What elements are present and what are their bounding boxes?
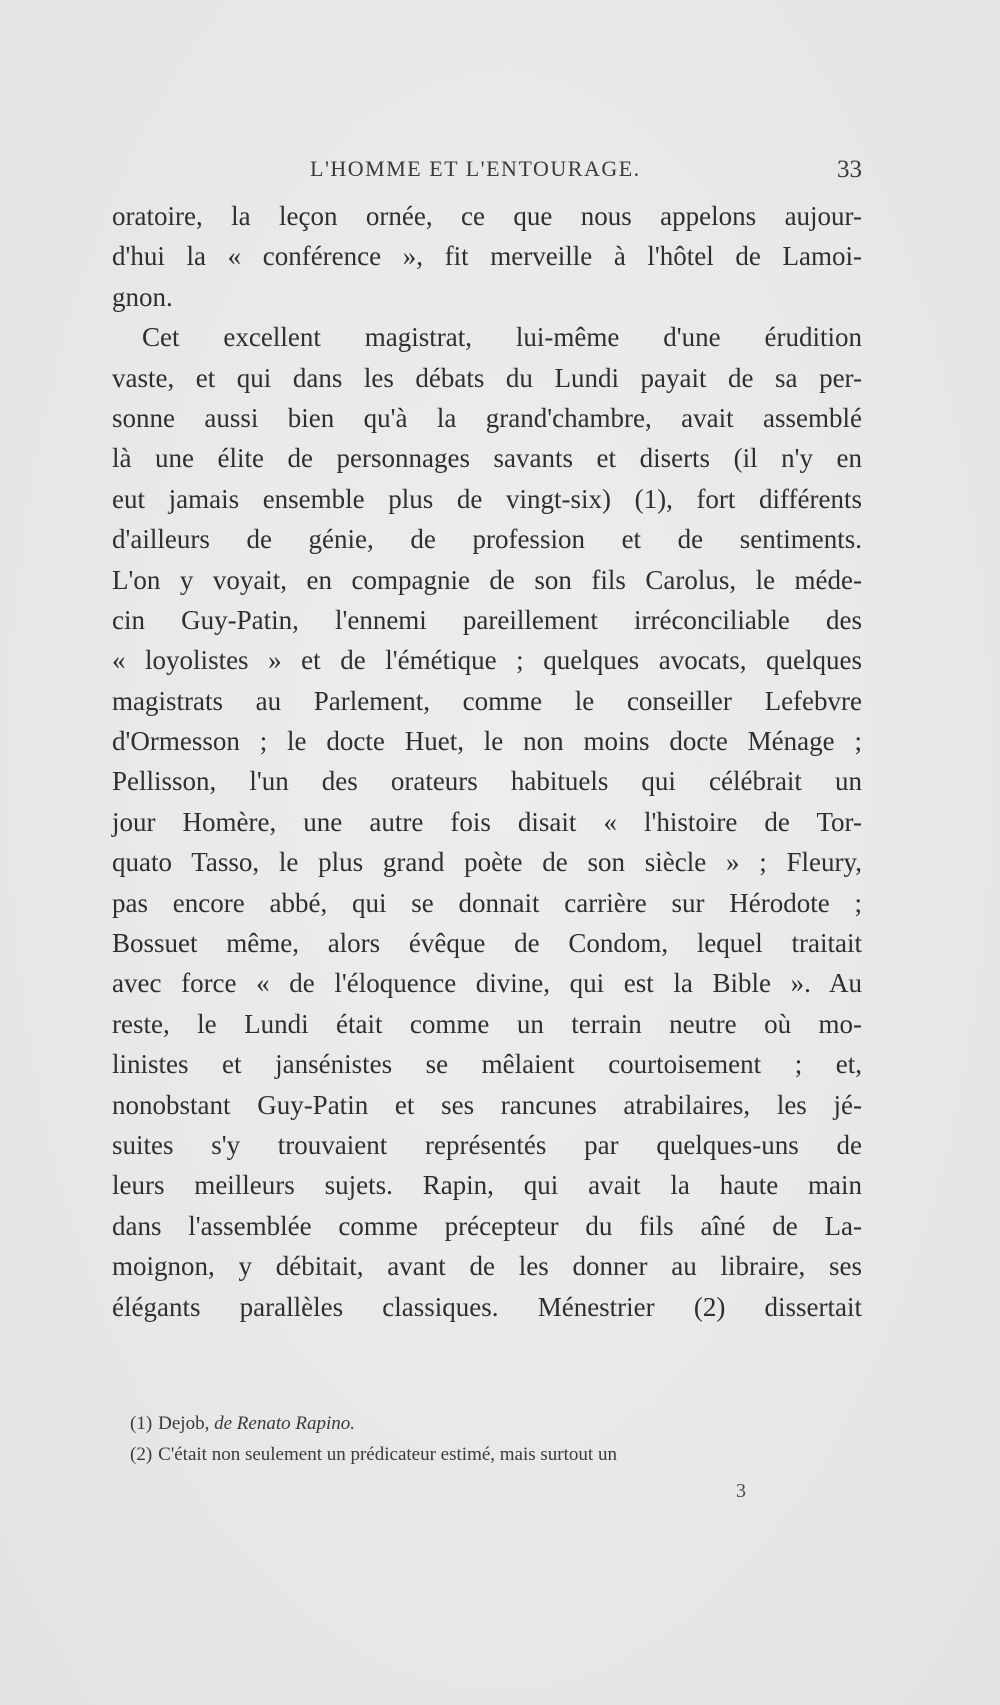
body-line: eut jamais ensemble plus de vingt-six) (1), fort différents [112, 483, 862, 514]
body-line: Cet excellent magistrat, lui-même d'une érudition [142, 322, 862, 353]
body-line: gnon. [112, 281, 173, 312]
footnote-text: Dejob, [158, 1413, 210, 1434]
body-line: d'hui la « conférence », fit merveille à l'hôtel de Lamoi- [112, 241, 862, 272]
footnote-number: (2) [130, 1444, 153, 1465]
page-number: 33 [837, 156, 862, 183]
signature-mark: 3 [736, 1480, 746, 1502]
body-line: Pellisson, l'un des orateurs habituels qui célébrait un [112, 766, 862, 797]
footnote-italic-title: de Renato Rapino. [214, 1413, 355, 1434]
body-line: vaste, et qui dans les débats du Lundi payait de sa per- [112, 362, 862, 393]
footnote-1 [130, 1408, 862, 1439]
body-line: pas encore abbé, qui se donnait carrière sur Hérodote ; [112, 887, 862, 918]
body-line: d'ailleurs de génie, de profession et de sentiments. [112, 524, 862, 555]
body-line: d'Ormesson ; le docte Huet, le non moins docte Ménage ; [112, 726, 862, 757]
body-line: avec force « de l'éloquence divine, qui est la Bible ». Au [112, 968, 862, 999]
body-line: L'on y voyait, en compagnie de son fils Carolus, le méde- [112, 564, 862, 595]
body-line: magistrats au Parlement, comme le conseiller Lefebvre [112, 685, 862, 716]
running-head [112, 156, 862, 186]
body-text [112, 196, 862, 1327]
body-line: élégants parallèles classiques. Ménestrier (2) dissertait [112, 1291, 862, 1322]
body-line: suites s'y trouvaient représentés par quelques-uns de [112, 1129, 862, 1160]
body-line: sonne aussi bien qu'à la grand'chambre, avait assemblé [112, 402, 862, 433]
footnote-number: (1) [130, 1413, 153, 1434]
footnotes [130, 1408, 862, 1470]
body-line: « loyolistes » et de l'émétique ; quelques avocats, quelques [112, 645, 862, 676]
body-line: jour Homère, une autre fois disait « l'histoire de Tor- [112, 806, 862, 837]
body-line: nonobstant Guy-Patin et ses rancunes atrabilaires, les jé- [112, 1089, 862, 1120]
body-line: Bossuet même, alors évêque de Condom, lequel traitait [112, 928, 862, 959]
body-line: quato Tasso, le plus grand poète de son siècle » ; Fleury, [112, 847, 862, 878]
body-line: linistes et jansénistes se mêlaient courtoisement ; et, [112, 1049, 862, 1080]
body-line: oratoire, la leçon ornée, ce que nous appelons aujour- [112, 201, 862, 231]
body-line: là une élite de personnages savants et diserts (il n'y en [112, 443, 862, 474]
body-line: moignon, y débitait, avant de les donner au libraire, ses [112, 1251, 862, 1282]
running-title: L'HOMME ET L'ENTOURAGE. [310, 156, 641, 181]
footnote-2 [130, 1439, 862, 1470]
body-line: cin Guy-Patin, l'ennemi pareillement irréconciliable des [112, 604, 862, 635]
footnote-text: C'était non seulement un prédicateur estimé, mais surtout un [158, 1444, 617, 1465]
body-line: reste, le Lundi était comme un terrain neutre où mo- [112, 1008, 862, 1039]
body-line: dans l'assemblée comme précepteur du fils aîné de La- [112, 1210, 862, 1241]
body-line: leurs meilleurs sujets. Rapin, qui avait la haute main [112, 1170, 862, 1201]
